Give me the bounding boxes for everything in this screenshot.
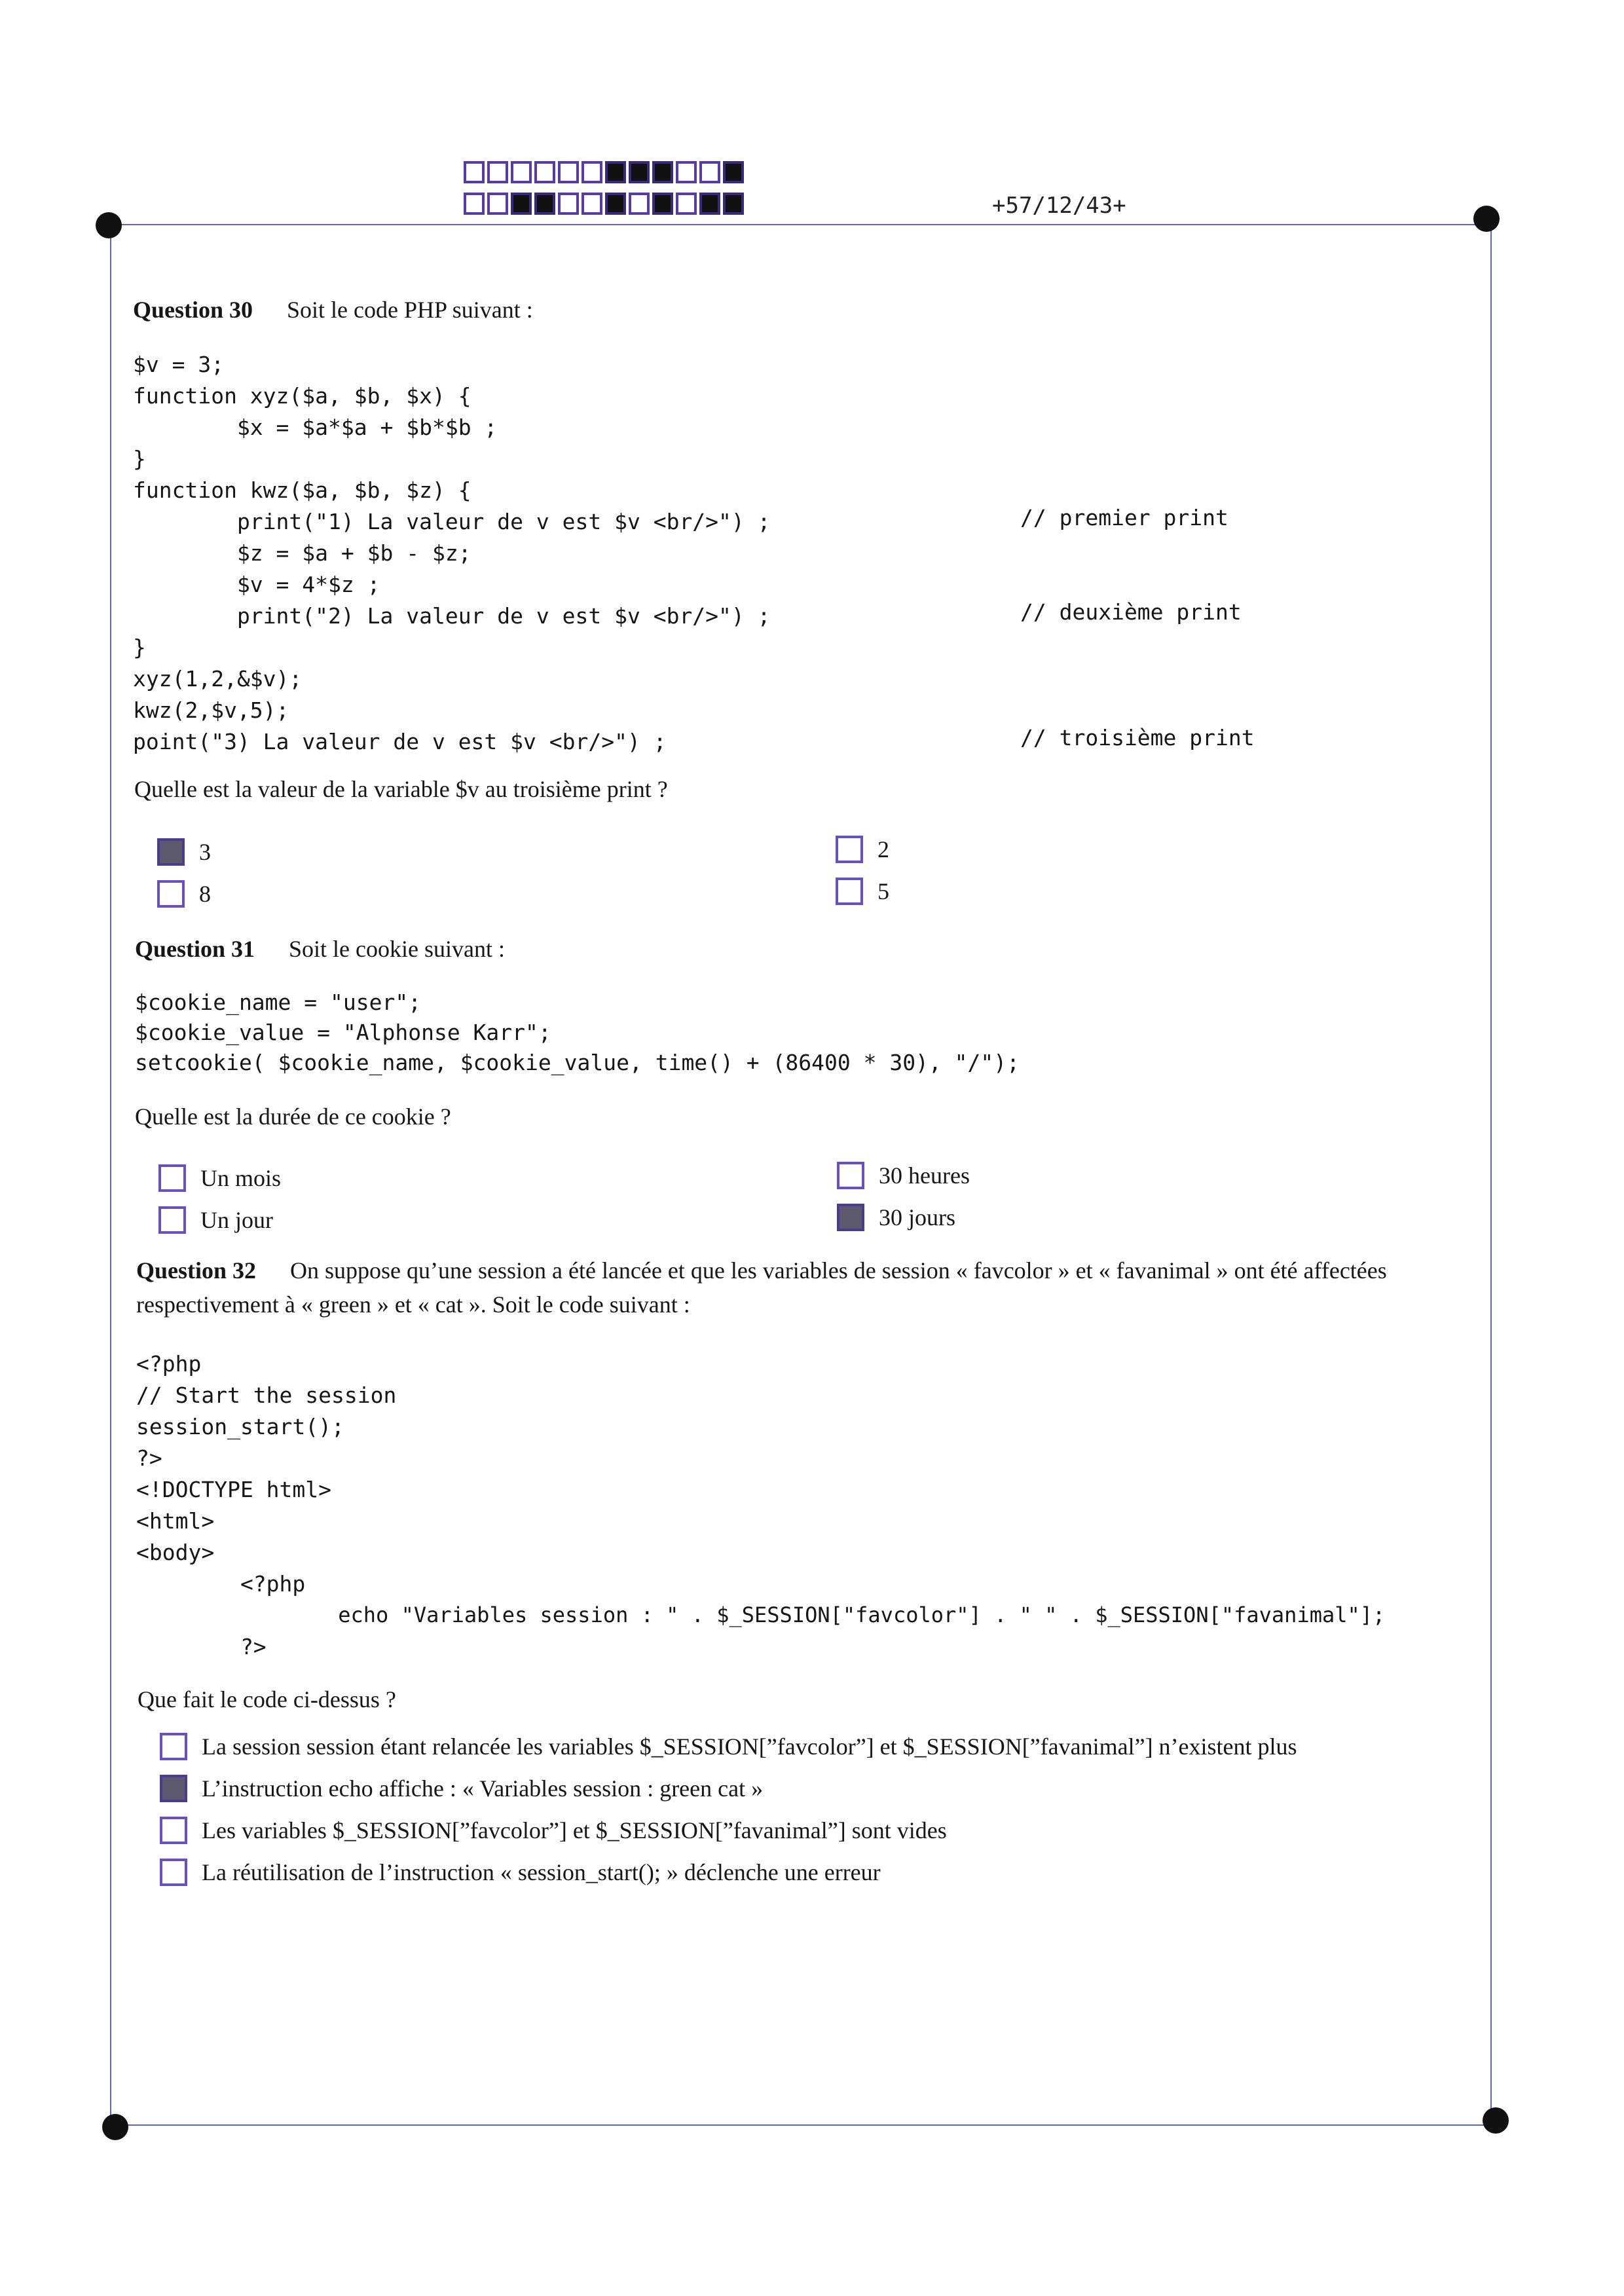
barcode-cell-filled bbox=[511, 193, 532, 215]
code-line: <!DOCTYPE html> bbox=[136, 1477, 332, 1502]
code-line: setcookie( $cookie_name, $cookie_value, time() + (86400 * 30), "/"); bbox=[135, 1050, 1020, 1075]
corner-mark-top-left bbox=[96, 212, 122, 238]
q30-answer-5[interactable] bbox=[836, 878, 889, 905]
barcode-cell-empty bbox=[581, 161, 602, 183]
question-31-prompt: Quelle est la durée de ce cookie ? bbox=[135, 1103, 451, 1130]
barcode-cell-empty bbox=[464, 193, 485, 215]
answer-label: 3 bbox=[199, 839, 211, 865]
question-31-intro: Soit le cookie suivant : bbox=[289, 936, 505, 962]
answer-label: Un mois bbox=[200, 1165, 282, 1191]
answer-label: La réutilisation de l’instruction « session_start(); » déclenche une erreur bbox=[202, 1859, 881, 1885]
answer-label: 30 heures bbox=[879, 1162, 970, 1189]
code-line: <body> bbox=[136, 1540, 215, 1565]
code-comment: // troisième print bbox=[1020, 725, 1255, 750]
barcode-cell-empty bbox=[699, 161, 720, 183]
checkbox[interactable] bbox=[160, 1733, 187, 1760]
barcode-cell-filled bbox=[699, 193, 720, 215]
checkbox[interactable] bbox=[160, 1859, 187, 1886]
code-line: // Start the session bbox=[136, 1382, 397, 1408]
checkbox[interactable] bbox=[158, 1164, 186, 1192]
checkbox[interactable] bbox=[837, 1162, 864, 1189]
answer-label: 5 bbox=[877, 878, 889, 904]
answer-label: L’instruction echo affiche : « Variables session : green cat » bbox=[202, 1775, 764, 1802]
checkbox-checked[interactable] bbox=[160, 1775, 187, 1802]
barcode-row-2 bbox=[464, 193, 744, 215]
code-line: kwz(2,$v,5); bbox=[133, 697, 289, 723]
barcode-cell-empty bbox=[487, 161, 508, 183]
barcode-cell-filled bbox=[723, 161, 744, 183]
barcode-cell-empty bbox=[676, 161, 697, 183]
checkbox[interactable] bbox=[836, 878, 863, 905]
code-line: point("3) La valeur de v est $v <br/>") ; bbox=[133, 729, 667, 754]
barcode-cell-filled bbox=[652, 193, 673, 215]
q31-answer-30-jours[interactable] bbox=[837, 1204, 955, 1231]
barcode-cell-empty bbox=[464, 161, 485, 183]
question-31-number: Question 31 bbox=[135, 936, 255, 962]
corner-mark-bottom-left bbox=[102, 2114, 128, 2140]
q32-answer-b[interactable] bbox=[160, 1775, 763, 1802]
q32-answer-a[interactable] bbox=[160, 1733, 1297, 1760]
checkbox[interactable] bbox=[157, 880, 185, 908]
q30-answer-2[interactable] bbox=[836, 836, 889, 863]
question-31-header bbox=[135, 935, 505, 963]
code-line: $cookie_value = "Alphonse Karr"; bbox=[135, 1020, 551, 1045]
barcode-cell-filled bbox=[723, 193, 744, 215]
code-line: $v = 3; bbox=[133, 352, 225, 377]
checkbox[interactable] bbox=[836, 836, 863, 863]
sheet-id: +57/12/43+ bbox=[992, 193, 1126, 219]
code-line: <html> bbox=[136, 1508, 215, 1534]
barcode-cell-empty bbox=[558, 193, 579, 215]
frame-bottom-line bbox=[115, 2124, 1496, 2126]
answer-label: Les variables $_SESSION[”favcolor”] et $_SESSION[”favanimal”] sont vides bbox=[202, 1817, 947, 1843]
answer-label: 2 bbox=[877, 836, 889, 862]
code-line: print("1) La valeur de v est $v <br/>") ; bbox=[133, 509, 771, 534]
frame-right-line bbox=[1490, 219, 1492, 2123]
checkbox[interactable] bbox=[160, 1817, 187, 1844]
barcode-cell-empty bbox=[511, 161, 532, 183]
code-line: ?> bbox=[136, 1445, 162, 1471]
corner-mark-top-right bbox=[1473, 206, 1500, 232]
barcode-cell-empty bbox=[676, 193, 697, 215]
question-30-number: Question 30 bbox=[133, 297, 253, 323]
barcode-cell-filled bbox=[629, 161, 650, 183]
question-30-prompt: Quelle est la valeur de la variable $v au troisième print ? bbox=[134, 776, 668, 802]
code-line: function kwz($a, $b, $z) { bbox=[133, 477, 471, 503]
barcode-cell-filled bbox=[534, 193, 555, 215]
q30-answer-3[interactable] bbox=[157, 838, 211, 866]
code-comment: // deuxième print bbox=[1020, 599, 1242, 625]
code-line: } bbox=[133, 635, 146, 660]
barcode-cell-filled bbox=[605, 193, 626, 215]
code-line: echo "Variables session : " . $_SESSION["favcolor"] . " " . $_SESSION["favanimal"]; bbox=[136, 1602, 1386, 1627]
checkbox[interactable] bbox=[158, 1206, 186, 1234]
barcode-cell-filled bbox=[605, 161, 626, 183]
code-line: function xyz($a, $b, $x) { bbox=[133, 383, 471, 409]
question-30-intro: Soit le code PHP suivant : bbox=[287, 297, 533, 323]
code-line: } bbox=[133, 446, 146, 472]
barcode-cell-empty bbox=[581, 193, 602, 215]
barcode-cell-empty bbox=[534, 161, 555, 183]
q31-answer-30-heures[interactable] bbox=[837, 1162, 970, 1189]
answer-label: 8 bbox=[199, 881, 211, 907]
barcode-cell-empty bbox=[487, 193, 508, 215]
code-line: print("2) La valeur de v est $v <br/>") ; bbox=[133, 603, 771, 629]
code-line: $x = $a*$a + $b*$b ; bbox=[133, 415, 498, 440]
question-30-header bbox=[133, 296, 533, 324]
answer-label: 30 jours bbox=[879, 1204, 955, 1231]
checkbox-checked[interactable] bbox=[837, 1204, 864, 1231]
code-line: $cookie_name = "user"; bbox=[135, 990, 422, 1015]
code-line: $z = $a + $b - $z; bbox=[133, 540, 471, 566]
code-comment: // premier print bbox=[1020, 505, 1228, 530]
corner-mark-bottom-right bbox=[1483, 2107, 1509, 2134]
q32-answer-c[interactable] bbox=[160, 1817, 947, 1844]
q32-answer-d[interactable] bbox=[160, 1859, 881, 1886]
code-line: ?> bbox=[136, 1634, 267, 1659]
barcode-row-1 bbox=[464, 161, 744, 183]
q30-answer-8[interactable] bbox=[157, 880, 211, 908]
checkbox-checked[interactable] bbox=[157, 838, 185, 866]
code-line: session_start(); bbox=[136, 1414, 344, 1439]
q31-answer-un-mois[interactable] bbox=[158, 1164, 281, 1192]
barcode-cell-filled bbox=[652, 161, 673, 183]
question-32-prompt: Que fait le code ci-dessus ? bbox=[138, 1686, 396, 1713]
question-32-header bbox=[136, 1253, 1485, 1322]
code-line: <?php bbox=[136, 1571, 306, 1597]
code-line: xyz(1,2,&$v); bbox=[133, 666, 303, 692]
question-32-intro: On suppose qu’une session a été lancée et que les variables de session « favcolor » et « favanimal » ont été affectées respectivement à « green » et « cat ». Soit le code suivant : bbox=[136, 1257, 1387, 1318]
question-32-number: Question 32 bbox=[136, 1257, 257, 1284]
q31-answer-un-jour[interactable] bbox=[158, 1206, 273, 1234]
answer-label: La session session étant relancée les variables $_SESSION[”favcolor”] et $_SESSION[”favanimal”] n’existent plus bbox=[202, 1733, 1297, 1760]
answer-label: Un jour bbox=[200, 1207, 273, 1233]
frame-left-line bbox=[110, 224, 111, 2127]
code-line: $v = 4*$z ; bbox=[133, 572, 380, 597]
frame-top-line bbox=[109, 224, 1485, 225]
barcode-cell-empty bbox=[629, 193, 650, 215]
barcode-cell-empty bbox=[558, 161, 579, 183]
code-line: <?php bbox=[136, 1351, 202, 1377]
